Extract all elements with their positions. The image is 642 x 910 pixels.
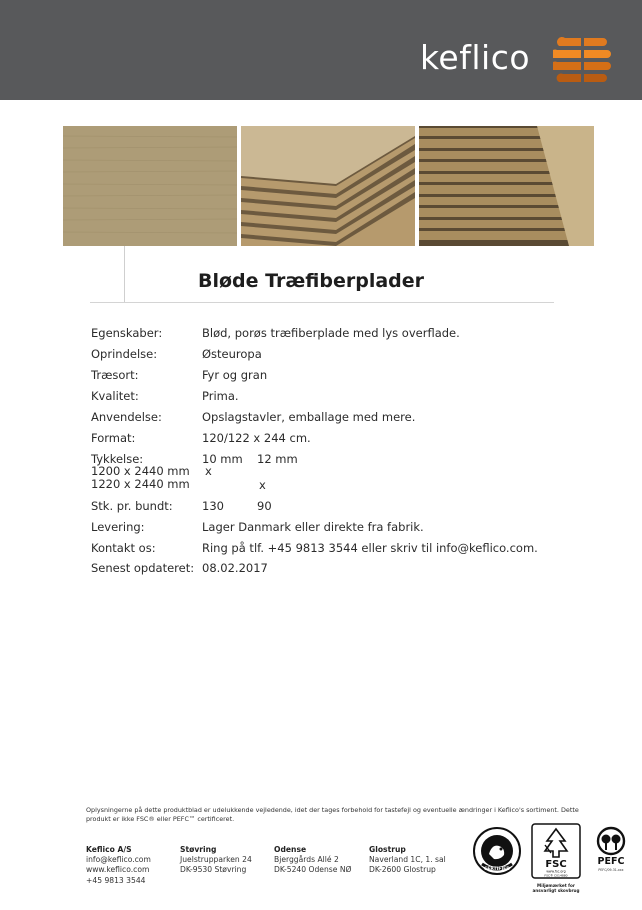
board-stack-photo — [241, 126, 415, 246]
spec-label: Kvalitet: — [91, 389, 139, 403]
fsc-url: www.fsc.org — [546, 869, 566, 874]
fsc-caption: Miljømærket for ansvarligt skovbrug — [532, 883, 580, 893]
footer-line: Bjerggårds Allé 2 — [274, 855, 339, 865]
spec-value: Lager Danmark eller direkte fra fabrik. — [202, 520, 424, 534]
size-1200-mark: x — [205, 464, 212, 478]
spec-value: Blød, porøs træfiberplade med lys overflade. — [202, 326, 460, 340]
footer-line: DK-5240 Odense NØ — [274, 865, 352, 875]
bundle-count-12mm: 90 — [257, 499, 272, 513]
footer-col-keflico — [86, 845, 151, 886]
fsc-label: FSC — [545, 859, 567, 870]
page-title: Bløde Træfiberplader — [198, 270, 425, 292]
disclaimer-text: Oplysningerne på dette produktblad er udelukkende vejledende, idet der tages forbehold for tastefejl og eventuelle ændringer i Keflico's sortiment. Dette produkt er ikke FSC® eller PEFC™ certificeret. — [86, 806, 579, 823]
footer-line: DK-2600 Glostrup — [369, 865, 436, 875]
spec-value: Prima. — [202, 389, 239, 403]
footer-email-link[interactable]: info@keflico.com — [86, 855, 151, 865]
footer-phone: +45 9813 3544 — [86, 875, 146, 885]
pefc-logo-icon — [591, 826, 631, 876]
board-edge-stack-photo — [419, 126, 594, 246]
title-divider — [90, 302, 554, 303]
footer-col-glostrup — [369, 845, 446, 876]
footer-col-head: Keflico A/S — [86, 845, 132, 854]
fsc-logo — [531, 823, 581, 895]
page-header — [0, 0, 642, 100]
size-1200: 1200 x 2440 mm — [91, 464, 190, 478]
footer-line: DK-9530 Støvring — [180, 865, 247, 875]
fsc-tree-icon — [531, 823, 581, 879]
footer-col-stovring — [180, 845, 252, 876]
spec-label: Anvendelse: — [91, 410, 162, 424]
wallboard-surface-photo — [63, 126, 237, 246]
footer-website-link[interactable]: www.keflico.com — [86, 865, 150, 875]
footer-col-head: Odense — [274, 845, 307, 854]
spec-value: Østeuropa — [202, 347, 262, 361]
spec-label: Kontakt os: — [91, 541, 156, 555]
spec-label: Oprindelse: — [91, 347, 158, 361]
footer-col-odense — [274, 845, 352, 876]
spec-value: 08.02.2017 — [202, 561, 268, 575]
size-1220-mark: x — [259, 478, 266, 492]
spec-label: Stk. pr. bundt: — [91, 499, 173, 513]
footer-col-head: Glostrup — [369, 845, 406, 854]
thickness-10mm: 10 mm — [202, 452, 243, 466]
spec-label: Levering: — [91, 520, 145, 534]
spec-label: Egenskaber: — [91, 326, 163, 340]
spec-value: Fyr og gran — [202, 368, 268, 382]
certified-text: CERTIFIED — [484, 867, 510, 872]
bundle-count-10mm: 130 — [202, 499, 224, 513]
spec-label: Træsort: — [91, 368, 139, 382]
keflico-logo-icon — [553, 34, 611, 84]
spec-value: Opslagstavler, emballage med mere. — [202, 410, 416, 424]
brand-name: keflico — [420, 38, 531, 77]
spec-value: 120/122 x 244 cm. — [202, 431, 311, 445]
pefc-code: PEFC/09-31-xxx — [598, 868, 624, 872]
footer-col-head: Støvring — [180, 845, 217, 854]
size-1220: 1220 x 2440 mm — [91, 477, 190, 491]
spec-label: Format: — [91, 431, 136, 445]
spec-label: Senest opdateret: — [91, 561, 195, 575]
pefc-label: PEFC — [597, 856, 625, 867]
footer-line: Naverland 1C, 1. sal — [369, 855, 446, 865]
fsc-code: FSC® C014880 — [544, 873, 568, 878]
spec-value: Ring på tlf. +45 9813 3544 eller skriv til info@keflico.com. — [202, 541, 538, 555]
spec-label: Tykkelse: — [91, 452, 144, 466]
vertical-divider — [124, 246, 125, 302]
thickness-12mm: 12 mm — [257, 452, 298, 466]
certified-seal-icon — [472, 826, 522, 876]
footer-line: Juelstrupparken 24 — [180, 855, 252, 865]
